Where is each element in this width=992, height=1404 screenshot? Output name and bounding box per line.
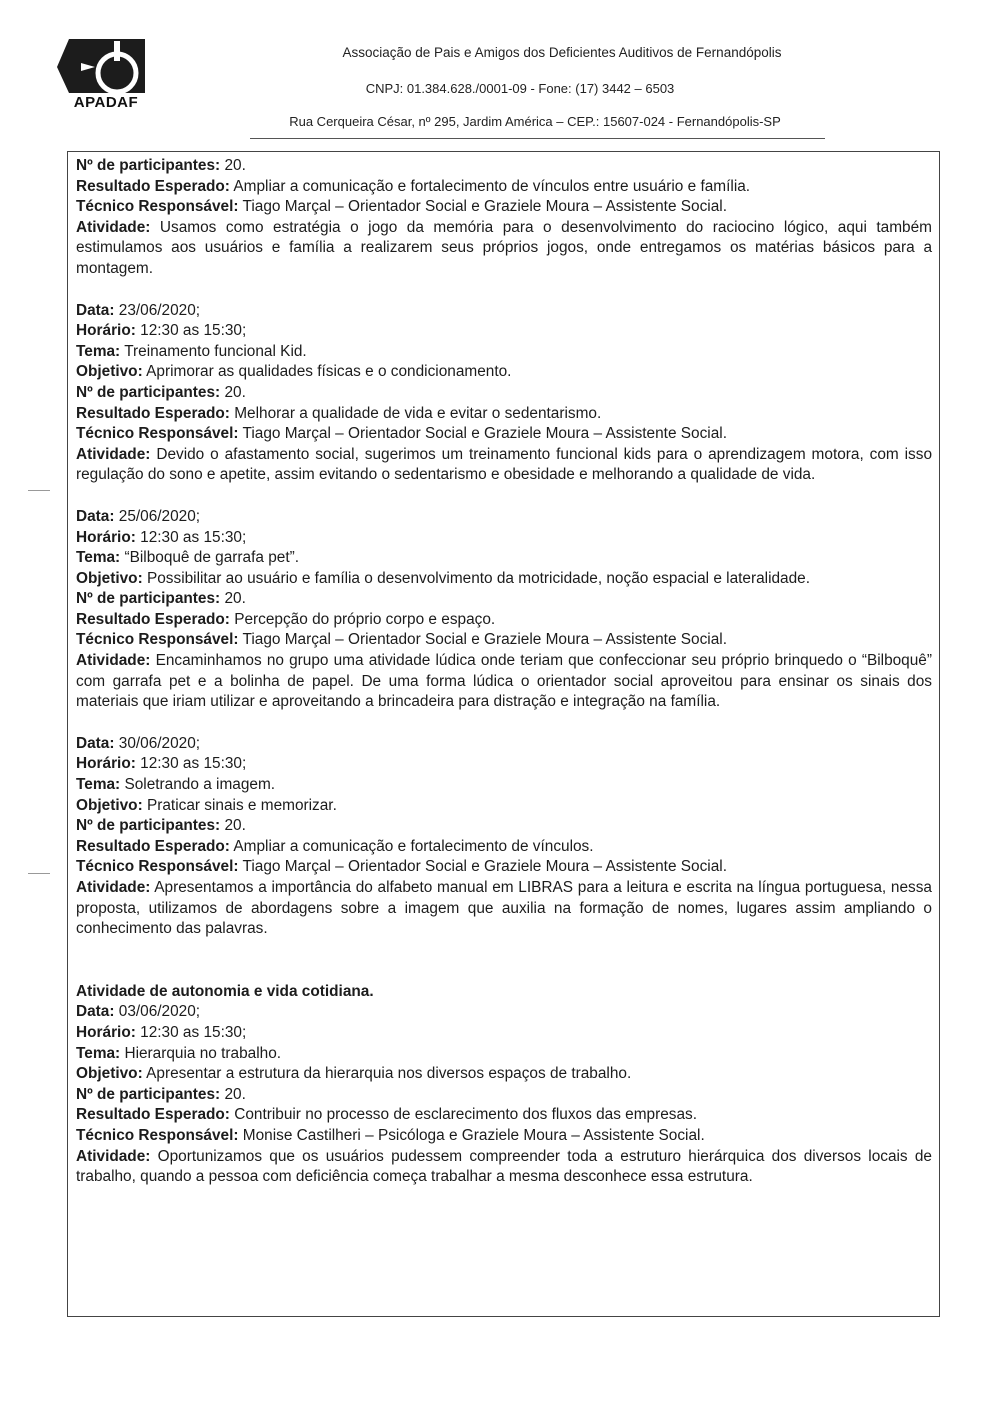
expected-label: Resultado Esperado: bbox=[76, 177, 230, 195]
activity-line bbox=[76, 651, 932, 713]
participants-value: 20. bbox=[224, 817, 246, 835]
participants-value: 20. bbox=[224, 1085, 246, 1103]
theme-value: Treinamento funcional Kid. bbox=[124, 342, 307, 360]
expected-label: Resultado Esperado: bbox=[76, 837, 230, 855]
objective-line bbox=[76, 1064, 932, 1085]
participants-label: Nº de participantes: bbox=[76, 383, 221, 401]
date-value: 03/06/2020; bbox=[118, 1003, 201, 1021]
theme-line bbox=[76, 342, 932, 363]
intro-entry bbox=[76, 156, 932, 280]
cnpj-phone: CNPJ: 01.384.628./0001-09 - Fone: (17) 3442 – 6503 bbox=[365, 81, 675, 96]
expected-line bbox=[76, 177, 932, 198]
objective-label: Objetivo: bbox=[76, 569, 143, 587]
time-line bbox=[76, 528, 932, 549]
section-autonomy bbox=[76, 982, 932, 1188]
section-title-text: Atividade de autonomia e vida cotidiana. bbox=[76, 982, 374, 1000]
scan-mark bbox=[28, 490, 50, 491]
participants-line bbox=[76, 1085, 932, 1106]
date-line bbox=[76, 1002, 932, 1023]
participants-line bbox=[76, 589, 932, 610]
date-label: Data: bbox=[76, 734, 115, 752]
date-line bbox=[76, 301, 932, 322]
technician-value: Tiago Marçal – Orientador Social e Graziele Moura – Assistente Social. bbox=[242, 858, 727, 876]
date-label: Data: bbox=[76, 1003, 115, 1021]
theme-value: “Bilboquê de garrafa pet”. bbox=[124, 549, 300, 567]
theme-label: Tema: bbox=[76, 549, 121, 567]
expected-value: Ampliar a comunicação e fortalecimento de vínculos. bbox=[233, 837, 594, 855]
technician-line bbox=[76, 857, 932, 878]
theme-line bbox=[76, 548, 932, 569]
technician-value: Monise Castilheri – Psicóloga e Graziele Moura – Assistente Social. bbox=[242, 1126, 705, 1144]
technician-value: Tiago Marçal – Orientador Social e Graziele Moura – Assistente Social. bbox=[242, 425, 727, 443]
technician-label: Técnico Responsável: bbox=[76, 631, 239, 649]
report-body bbox=[76, 156, 932, 1188]
time-label: Horário: bbox=[76, 322, 136, 340]
entry-2 bbox=[76, 507, 932, 713]
activity-value: Encaminhamos no grupo uma atividade lúdica onde teriam que confeccionar seu próprio brinquedo o “Bilboquê” com garrafa pet e a bolinha de papel. De uma forma lúdica o orientador social aproveitou para ensinar os sinais dos materiais que iriam utilizar e aproveitando a brincadeira para distração e integração na família. bbox=[76, 652, 932, 711]
activity-label: Atividade: bbox=[76, 652, 151, 670]
participants-label: Nº de participantes: bbox=[76, 590, 221, 608]
date-value: 25/06/2020; bbox=[118, 507, 201, 525]
activity-value: Usamos como estratégia o jogo da memória para o desenvolvimento do raciocino lógico, aqui também estimulamos aos usuários e família a realizarem seus próprios jogos, onde entregamos os matérias básicos para a montagem. bbox=[76, 218, 933, 277]
activity-label: Atividade: bbox=[76, 445, 151, 463]
participants-value: 20. bbox=[224, 590, 246, 608]
scan-mark bbox=[28, 873, 50, 874]
theme-value: Hierarquia no trabalho. bbox=[124, 1044, 282, 1062]
activity-line bbox=[76, 878, 932, 940]
expected-value: Percepção do próprio corpo e espaço. bbox=[234, 610, 496, 628]
expected-value: Contribuir no processo de esclarecimento dos fluxos das empresas. bbox=[234, 1106, 698, 1124]
time-line bbox=[76, 1023, 932, 1044]
theme-value: Soletrando a imagem. bbox=[124, 776, 276, 794]
activity-label: Atividade: bbox=[76, 879, 151, 896]
date-value: 23/06/2020; bbox=[118, 301, 201, 319]
time-line bbox=[76, 754, 932, 775]
date-line bbox=[76, 507, 932, 528]
technician-value: Tiago Marçal – Orientador Social e Graziele Moura – Assistente Social. bbox=[242, 198, 727, 216]
header-rule bbox=[250, 138, 825, 139]
activity-line bbox=[76, 1147, 932, 1188]
expected-line bbox=[76, 404, 932, 425]
objective-line bbox=[76, 796, 932, 817]
activity-line bbox=[76, 445, 932, 486]
expected-line bbox=[76, 837, 932, 858]
expected-line bbox=[76, 1105, 932, 1126]
time-value: 12:30 as 15:30; bbox=[140, 322, 247, 340]
participants-value: 20. bbox=[224, 383, 246, 401]
objective-value: Aprimorar as qualidades físicas e o condicionamento. bbox=[146, 363, 512, 381]
participants-line bbox=[76, 383, 932, 404]
date-label: Data: bbox=[76, 507, 115, 525]
technician-line bbox=[76, 197, 932, 218]
theme-label: Tema: bbox=[76, 776, 121, 794]
technician-line bbox=[76, 1126, 932, 1147]
participants-line bbox=[76, 816, 932, 837]
technician-line bbox=[76, 424, 932, 445]
time-value: 12:30 as 15:30; bbox=[140, 1023, 247, 1041]
activity-value: Devido o afastamento social, sugerimos um treinamento funcional kids para o aprendizagem motora, com isso regulação do sono e apetite, assim evitando o sedentarismo e obesidade e melhorando a qualidade de vida. bbox=[76, 445, 932, 484]
time-label: Horário: bbox=[76, 755, 136, 773]
theme-label: Tema: bbox=[76, 342, 121, 360]
participants-label: Nº de participantes: bbox=[76, 817, 221, 835]
participants-value: 20. bbox=[224, 157, 246, 174]
logo-text: APADAF bbox=[73, 94, 139, 111]
objective-label: Objetivo: bbox=[76, 1065, 143, 1083]
objective-line bbox=[76, 569, 932, 590]
address: Rua Cerqueira César, nº 295, Jardim América – CEP.: 15607-024 - Fernandópolis-SP bbox=[289, 114, 781, 129]
objective-line bbox=[76, 362, 932, 383]
section-title bbox=[76, 982, 932, 1003]
technician-label: Técnico Responsável: bbox=[76, 425, 239, 443]
technician-label: Técnico Responsável: bbox=[76, 1126, 239, 1144]
technician-label: Técnico Responsável: bbox=[76, 858, 239, 876]
entry-1 bbox=[76, 301, 932, 486]
participants-label: Nº de participantes: bbox=[76, 1085, 221, 1103]
objective-label: Objetivo: bbox=[76, 796, 143, 814]
objective-value: Praticar sinais e memorizar. bbox=[146, 796, 337, 814]
expected-line bbox=[76, 610, 932, 631]
time-label: Horário: bbox=[76, 528, 136, 546]
technician-line bbox=[76, 630, 932, 651]
time-line bbox=[76, 321, 932, 342]
theme-line bbox=[76, 1044, 932, 1065]
activity-label: Atividade: bbox=[76, 1147, 151, 1165]
expected-value: Ampliar a comunicação e fortalecimento de vínculos entre usuário e família. bbox=[233, 177, 751, 195]
technician-value: Tiago Marçal – Orientador Social e Graziele Moura – Assistente Social. bbox=[242, 631, 727, 649]
expected-label: Resultado Esperado: bbox=[76, 610, 230, 628]
activity-value: Oportunizamos que os usuários pudessem compreender toda a estruturo hierárquica dos diversos locais de trabalho, quando a pessoa com deficiência começa trabalhar a mesma desconhece essa estrutura. bbox=[76, 1147, 932, 1186]
expected-label: Resultado Esperado: bbox=[76, 1106, 230, 1124]
theme-line bbox=[76, 775, 932, 796]
participants-line bbox=[76, 156, 932, 177]
expected-label: Resultado Esperado: bbox=[76, 404, 230, 422]
activity-label: Atividade: bbox=[76, 218, 151, 236]
date-line bbox=[76, 734, 932, 755]
technician-label: Técnico Responsável: bbox=[76, 198, 239, 216]
objective-value: Apresentar a estrutura da hierarquia nos diversos espaços de trabalho. bbox=[146, 1065, 632, 1083]
theme-label: Tema: bbox=[76, 1044, 121, 1062]
date-label: Data: bbox=[76, 301, 115, 319]
time-value: 12:30 as 15:30; bbox=[140, 755, 247, 773]
org-name: Associação de Pais e Amigos dos Deficientes Auditivos de Fernandópolis bbox=[342, 45, 782, 60]
time-label: Horário: bbox=[76, 1023, 136, 1041]
expected-value: Melhorar a qualidade de vida e evitar o sedentarismo. bbox=[234, 404, 602, 422]
activity-line bbox=[76, 218, 932, 280]
date-value: 30/06/2020; bbox=[118, 734, 201, 752]
participants-label: Nº de participantes: bbox=[76, 157, 221, 174]
objective-value: Possibilitar ao usuário e família o desenvolvimento da motricidade, noção espacial e lateralidade. bbox=[146, 569, 811, 587]
time-value: 12:30 as 15:30; bbox=[140, 528, 247, 546]
entry-3 bbox=[76, 734, 932, 940]
activity-value: Apresentamos a importância do alfabeto manual em LIBRAS para a leitura e escrita na língua portuguesa, nessa proposta, utilizamos de abordagens sobre a imagem que auxilia na formação de nomes, lugares assim ampliando o conhecimento das palavras. bbox=[76, 879, 932, 938]
objective-label: Objetivo: bbox=[76, 363, 143, 381]
letterhead bbox=[0, 0, 992, 150]
